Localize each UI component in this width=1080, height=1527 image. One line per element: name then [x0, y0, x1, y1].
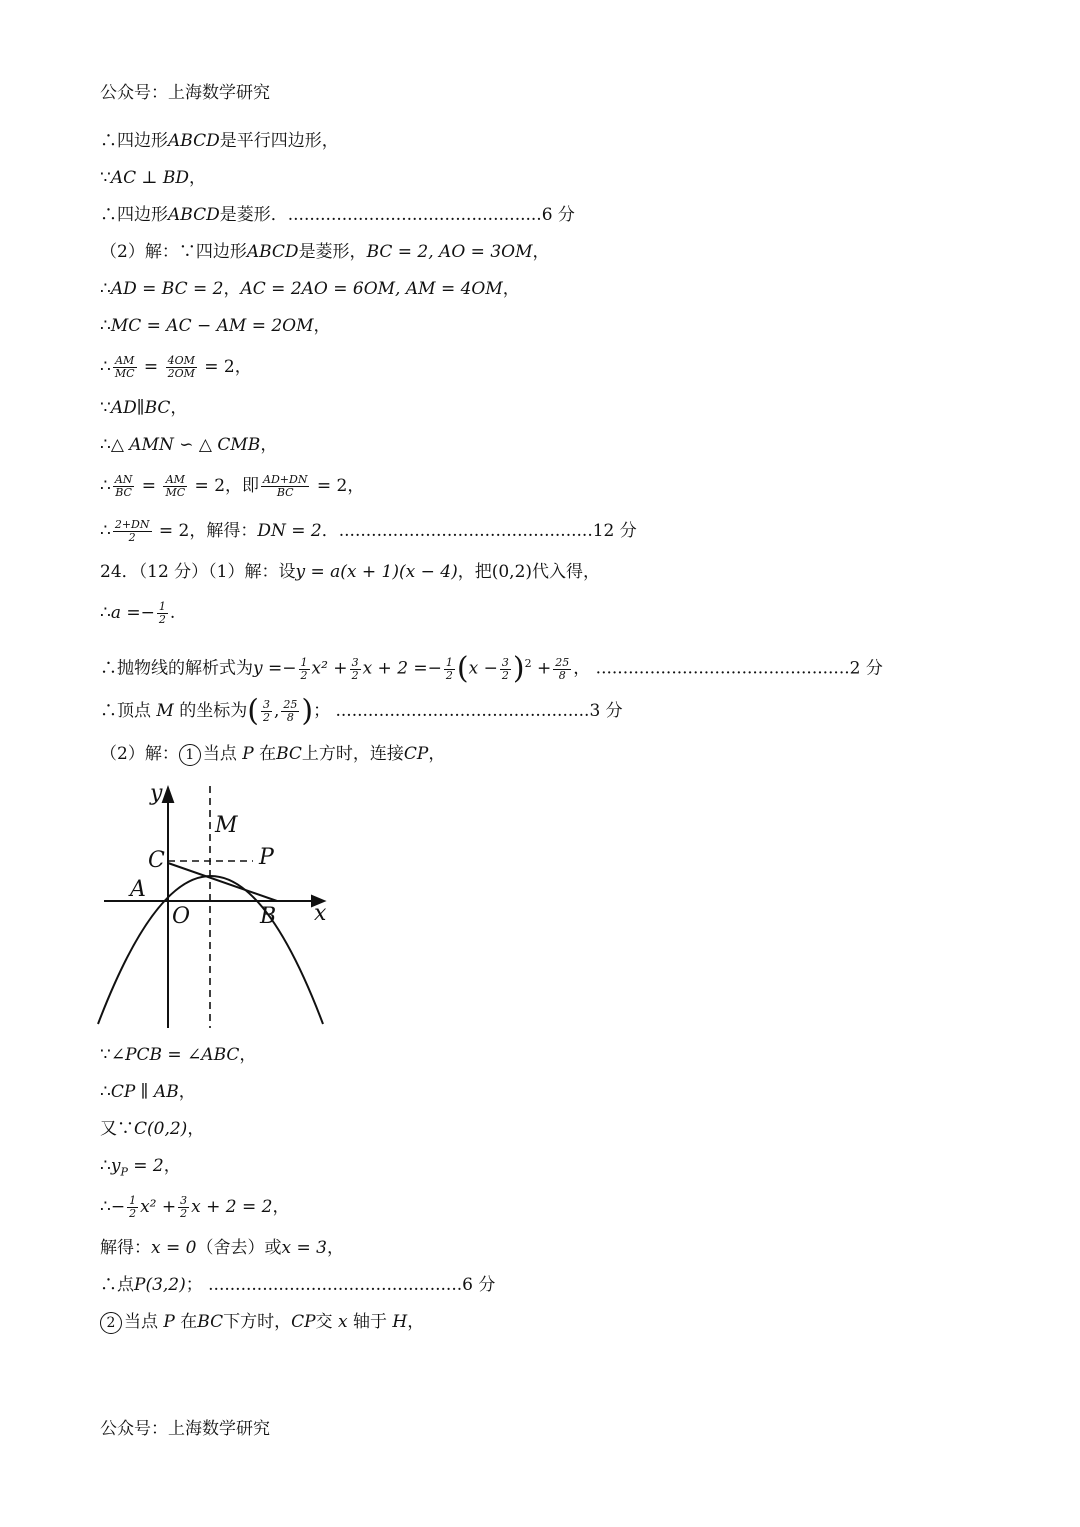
label-x: x: [314, 901, 327, 926]
vertex-line: ∴顶点 M 的坐标为( $\frac{3}{2}$ , $\frac{25}{8}$ )； ...............................................3 分: [100, 693, 623, 729]
case-2-line: 2 当点 P 在BC下方时，CP交 x 轴于 H，: [100, 1310, 424, 1334]
circled-number: 2: [100, 1312, 122, 1334]
label-y: y: [150, 781, 163, 806]
label-a: A: [130, 877, 146, 902]
fraction: $\frac{AN}{BC}$: [114, 473, 133, 499]
problem-24-line: 24．（12 分）（1）解：设y = a(x + 1)(x − 4)，把(0,2)代入得，: [100, 562, 601, 582]
circled-number: 1: [179, 744, 201, 766]
proof-line-5: ∴AD = BC = 2，AC = 2AO = 6OM, AM = 4OM，: [100, 279, 520, 299]
proof-line-b7: ∴点P(3,2)； ...............................................6 分: [100, 1275, 496, 1295]
proof-line-6: ∴MC = AC − AM = 2OM，: [100, 316, 331, 336]
fraction: $\frac{AM}{MC}$: [165, 473, 186, 499]
fraction: $\frac{AM}{MC}$: [114, 354, 135, 380]
fraction: $\frac{1}{2}$: [129, 1194, 137, 1220]
proof-line-b6: 解得：x = 0（舍去）或x = 3，: [100, 1238, 344, 1258]
page-header: 公众号：上海数学研究: [100, 83, 270, 103]
fraction: $\frac{2+DN}{2}$: [114, 518, 150, 544]
fraction: $\frac{4OM}{2OM}$: [167, 354, 195, 380]
parabola-equation-line: ∴抛物线的解析式为y =− $\frac{1}{2}$ x² + $\frac{3}{2}$ x + 2 =− $\frac{1}{2}$ (x − $\frac{3}{2}$ )$^2$ + $\frac{25}{8}$ ， ...............................................2 分: [100, 651, 883, 687]
proof-line-11: ∴ $\frac{2+DN}{2}$ = 2，解得：DN = 2．...............................................12 分: [100, 518, 637, 544]
proof-line-b1: ∵∠PCB = ∠ABC，: [100, 1045, 257, 1065]
fraction: $\frac{3}{2}$: [262, 698, 270, 724]
proof-line-3: ∴四边形ABCD是菱形．...............................................6 分: [100, 205, 575, 225]
parabola-figure: [96, 780, 336, 1030]
proof-line-9: ∴△ AMN ∽ △ CMB，: [100, 435, 278, 455]
proof-line-b3: 又∵C(0,2)，: [100, 1119, 205, 1139]
fraction: $\frac{25}{8}$: [283, 698, 298, 724]
proof-line-b2: ∴CP ∥ AB，: [100, 1082, 196, 1102]
label-c: C: [148, 848, 165, 873]
fraction: $\frac{3}{2}$: [351, 655, 359, 682]
fraction: $\frac{AD+DN}{BC}$: [263, 473, 308, 499]
proof-line-b4: $\therefore y_P = 2$，: [100, 1156, 181, 1179]
fraction: $\frac{3}{2}$: [501, 655, 509, 682]
label-p: P: [259, 845, 274, 870]
fraction: $\frac{25}{8}$: [555, 655, 570, 682]
label-m: M: [215, 813, 238, 838]
proof-line-4: （2）解：∵四边形ABCD是菱形，BC = 2, AO = 3OM，: [100, 242, 550, 262]
page-footer: 公众号：上海数学研究: [100, 1419, 270, 1439]
proof-line-a: ∴a =− $\frac{1}{2}$ .: [100, 600, 176, 626]
proof-line-1: ∴四边形ABCD是平行四边形，: [100, 131, 339, 151]
fraction: $\frac{1}{2}$: [158, 600, 166, 626]
proof-line-2: ∵AC ⊥ BD，: [100, 168, 207, 188]
proof-line-8: ∵AD∥BC，: [100, 398, 188, 418]
proof-line-b5: ∴− $\frac{1}{2}$ x² + $\frac{3}{2}$ x + 2 = 2，: [100, 1194, 290, 1220]
case-1-line: （2）解： 1 当点 P 在BC上方时，连接CP，: [100, 744, 446, 764]
label-b: B: [260, 904, 277, 929]
fraction: $\frac{1}{2}$: [445, 655, 453, 682]
y-axis-arrow: [163, 788, 173, 802]
proof-line-10: ∴ $\frac{AN}{BC}$ = $\frac{AM}{MC}$ = 2，即 $\frac{AD+DN}{BC}$ = 2，: [100, 473, 365, 499]
fraction: $\frac{1}{2}$: [300, 655, 308, 682]
proof-line-7: ∴ $\frac{AM}{MC}$ = $\frac{4OM}{2OM}$ = 2，: [100, 354, 252, 380]
fraction: $\frac{3}{2}$: [180, 1194, 188, 1220]
label-o: O: [172, 904, 191, 929]
